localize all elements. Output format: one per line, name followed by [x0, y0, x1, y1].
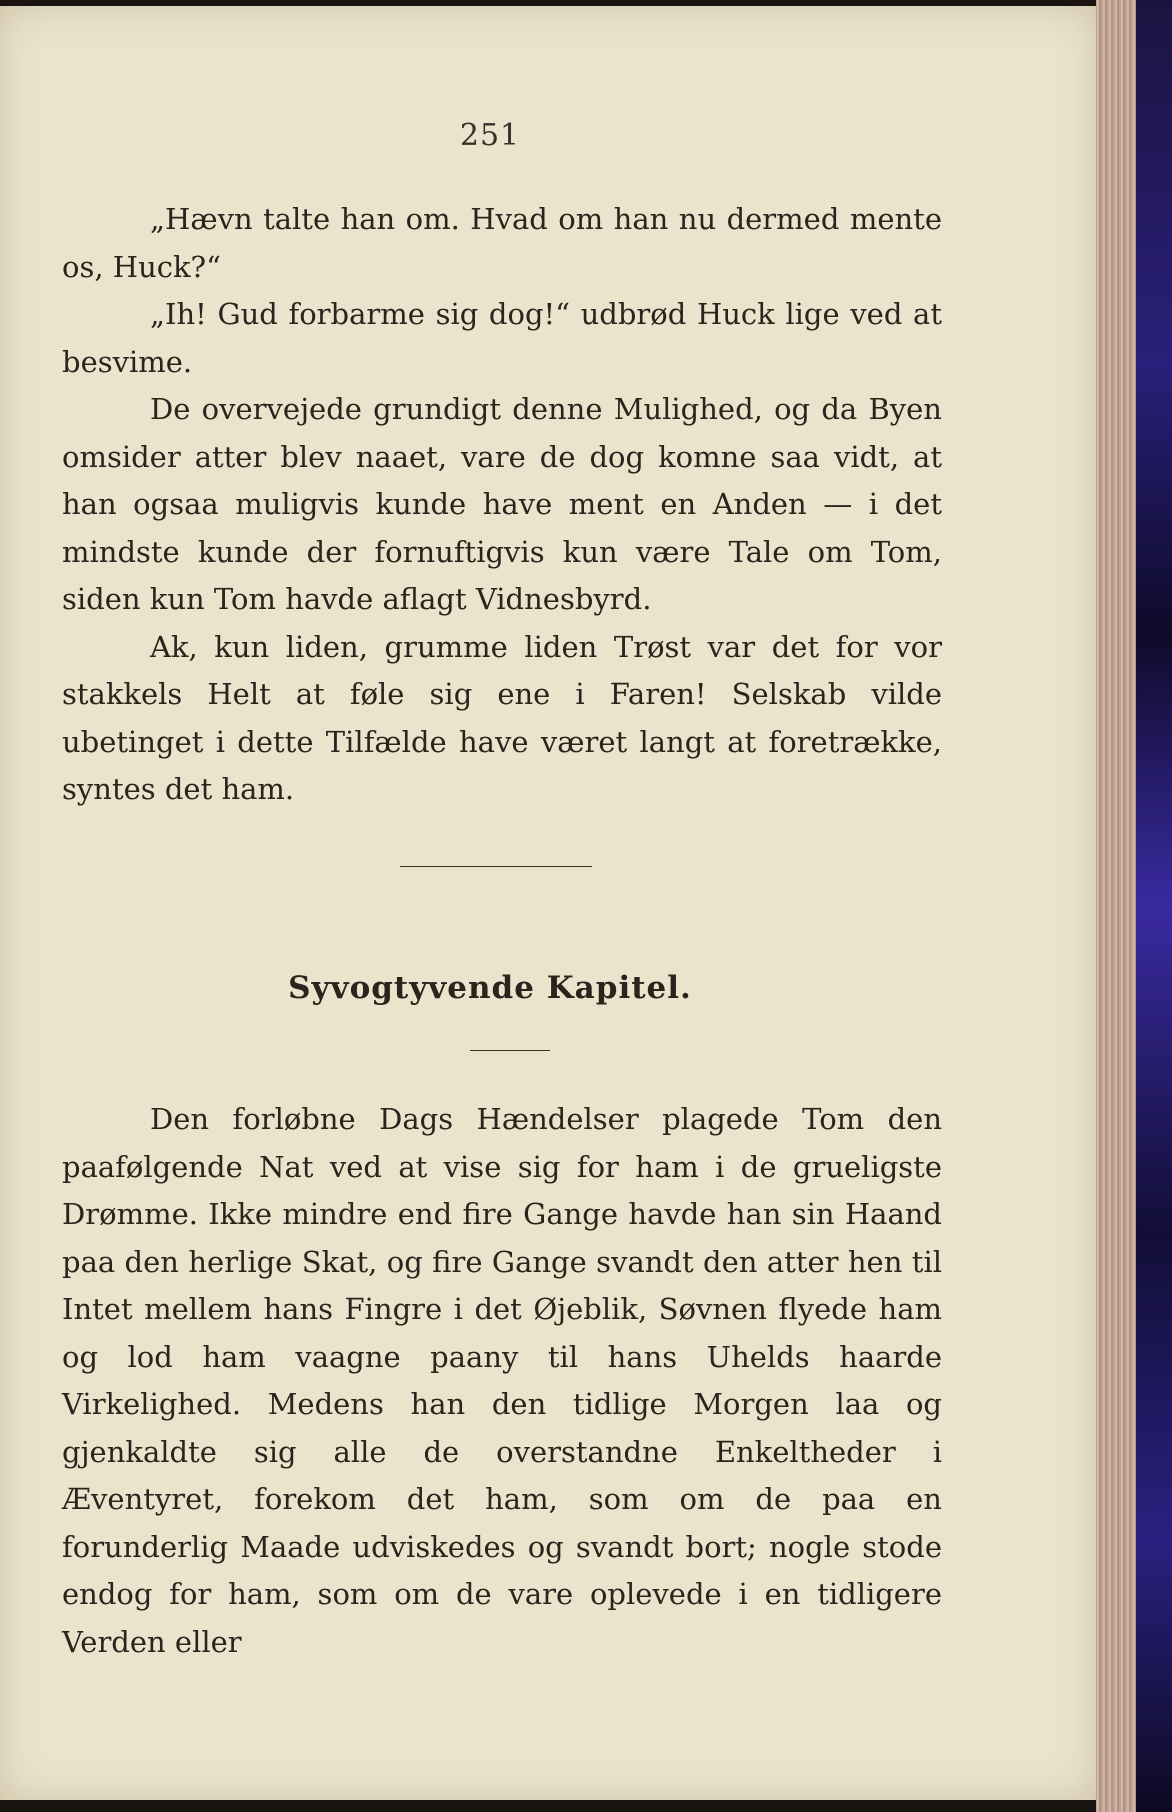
- text-block-bottom: [62, 1096, 942, 1666]
- book-page: [0, 6, 1096, 1800]
- paragraph: De overvejede grundigt denne Mulighed, og da Byen omsider atter blev naaet, vare de dog komne saa vidt, at han ogsaa muligvis kunde have ment en Anden — i det mindste kunde der fornuftigvis kun være Tale om Tom, siden kun Tom havde aflagt Vidnesbyrd.: [62, 392, 942, 616]
- text-block-top: [62, 196, 942, 814]
- paragraph: Den forløbne Dags Hændelser plagede Tom den paafølgende Nat ved at vise sig for ham i de grueligste Drømme. Ikke mindre end fire Gange havde han sin Haand paa den herlige Skat, og fire Gange svandt den atter hen til Intet mellem hans Fingre i det Øjeblik, Søvnen flyede ham og lod ham vaagne paany til hans Uhelds haarde Virkelighed. Medens han den tidlige Morgen laa og gjenkaldte sig alle de overstandne Enkeltheder i Æventyret, forekom det ham, som om de paa en forunderlig Maade udviskedes og svandt bort; nogle stode endog for ham, som om de vare oplevede i en tidligere Verden eller: [62, 1102, 942, 1659]
- paragraph: „Ih! Gud forbarme sig dog!“ udbrød Huck lige ved at besvime.: [62, 297, 942, 379]
- section-divider: [400, 866, 592, 867]
- chapter-rule: [470, 1050, 550, 1051]
- paragraph: „Hævn talte han om. Hvad om han nu dermed mente os, Huck?“: [62, 202, 942, 284]
- chapter-title: Syvogtyvende Kapitel.: [288, 970, 692, 1006]
- page-number: 251: [459, 118, 521, 153]
- paragraph: Ak, kun liden, grumme liden Trøst var det for vor stakkels Helt at føle sig ene i Faren! Selskab vilde ubetinget i dette Tilfælde have været langt at foretrække, syntes det ham.: [62, 629, 942, 806]
- page-edge: [1096, 0, 1136, 1812]
- book-cover: [1136, 0, 1172, 1812]
